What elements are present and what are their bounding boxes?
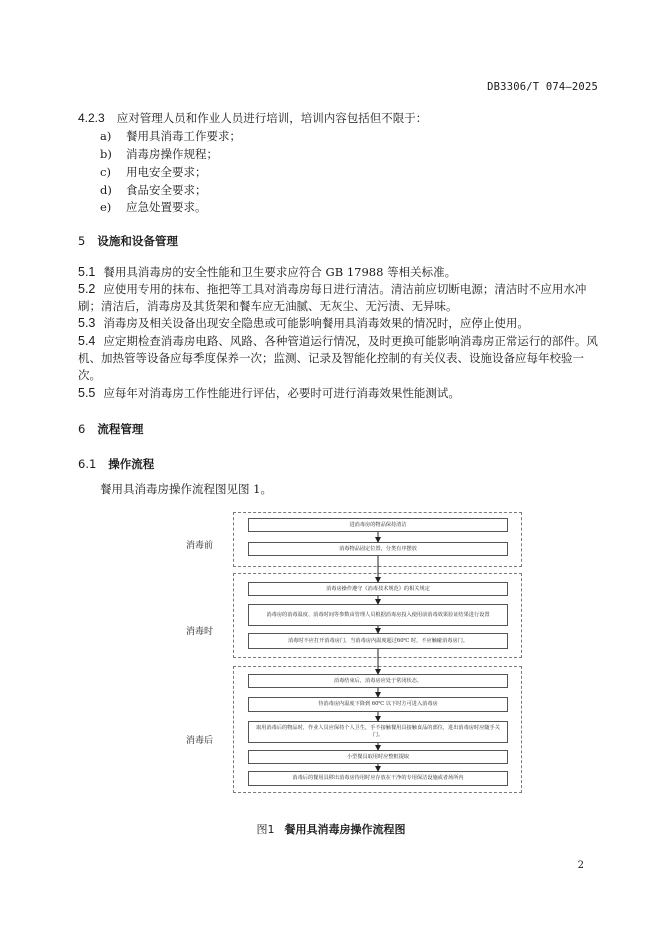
clause-5-1: 5.1 餐用具消毒房的安全性能和卫生要求应符合 GB 17988 等相关标准。 xyxy=(78,265,457,279)
flow-step: 小型餐具取用时应整框提取 xyxy=(248,750,508,764)
clause-5-2: 5.2 应使用专用的抹布、拖把等工具对消毒房每日进行清洁。清洁前应切断电源；清洁时不应用水冲刷；清洁后，消毒房及其货架和餐车应无油腻、无灰尘、无污渍、无异味。 xyxy=(78,282,587,313)
flow-step: 消毒房操作遵守《消毒技术规范》的相关规定 xyxy=(248,582,508,596)
stage-label: 消毒后 xyxy=(186,736,214,746)
subsection-heading: 6.1 操作流程 xyxy=(78,457,155,471)
page-number: 2 xyxy=(577,860,584,871)
figure-caption: 图1 餐用具消毒房操作流程图 xyxy=(256,823,406,836)
list-item: b) 消毒房操作规程； xyxy=(100,147,218,161)
flow-step: 消毒结束后，消毒房应处于常闭状态。 xyxy=(248,674,508,688)
stage-label: 消毒时 xyxy=(186,627,214,637)
figure-intro: 餐用具消毒房操作流程图见图 1。 xyxy=(100,482,272,496)
flow-step: 取用消毒后的物品时，作业人员应保持个人卫生，手不接触餐用具接触食品的部位，进出消毒房时应随手关门。 xyxy=(248,721,508,743)
list-item: e) 应急处置要求。 xyxy=(100,200,207,214)
clause-5-4: 5.4 应定期检查消毒房电路、风路、各种管道运行情况，及时更换可能影响消毒房正常运行的部件。风机、加热管等设备应每季度保养一次；监测、记录及智能化控制的有关仪表、设施设备应每年校验一次。 xyxy=(78,334,598,382)
clause-text: 应对管理人员和作业人员进行培训，培训内容包括但不限于： xyxy=(116,111,428,125)
doc-code: DB3306/T 074—2025 xyxy=(487,81,598,93)
flow-step: 消毒物品固定位置，分类有序摆放 xyxy=(248,542,508,556)
flow-step: 进消毒房的物品保持清洁 xyxy=(248,518,508,532)
list-item: d) 食品安全要求； xyxy=(100,183,207,197)
flow-step: 消毒时不应打开消毒房门，当消毒房内温度超过60℃ 时，不应触碰消毒房门。 xyxy=(248,633,508,649)
clause-5-3: 5.3 消毒房及相关设备出现安全隐患或可能影响餐用具消毒效果的情况时，应停止使用。 xyxy=(78,316,529,330)
list-item: c) 用电安全要求； xyxy=(100,165,207,179)
stage-label: 消毒前 xyxy=(186,541,214,551)
section-heading: 5 设施和设备管理 xyxy=(78,234,178,248)
flow-step: 消毒后的餐用具移出消毒房待用时应存放在干净的专用保洁设施或者场所内 xyxy=(248,771,508,786)
clause-number: 4.2.3 xyxy=(78,111,105,125)
list-item: a) 餐用具消毒工作要求； xyxy=(100,129,241,143)
clause-5-5: 5.5 应每年对消毒房工作性能进行评估，必要时可进行消毒效果性能测试。 xyxy=(78,386,460,400)
flow-step: 待消毒房内温度下降到 60℃ 以下时方可进入消毒房 xyxy=(248,697,508,712)
flow-step: 消毒房的消毒温度、消毒时间等参数由管理人员根据消毒房投入使用前消毒效果验证结果进行设置 xyxy=(248,604,508,626)
section-heading: 6 流程管理 xyxy=(78,422,144,436)
